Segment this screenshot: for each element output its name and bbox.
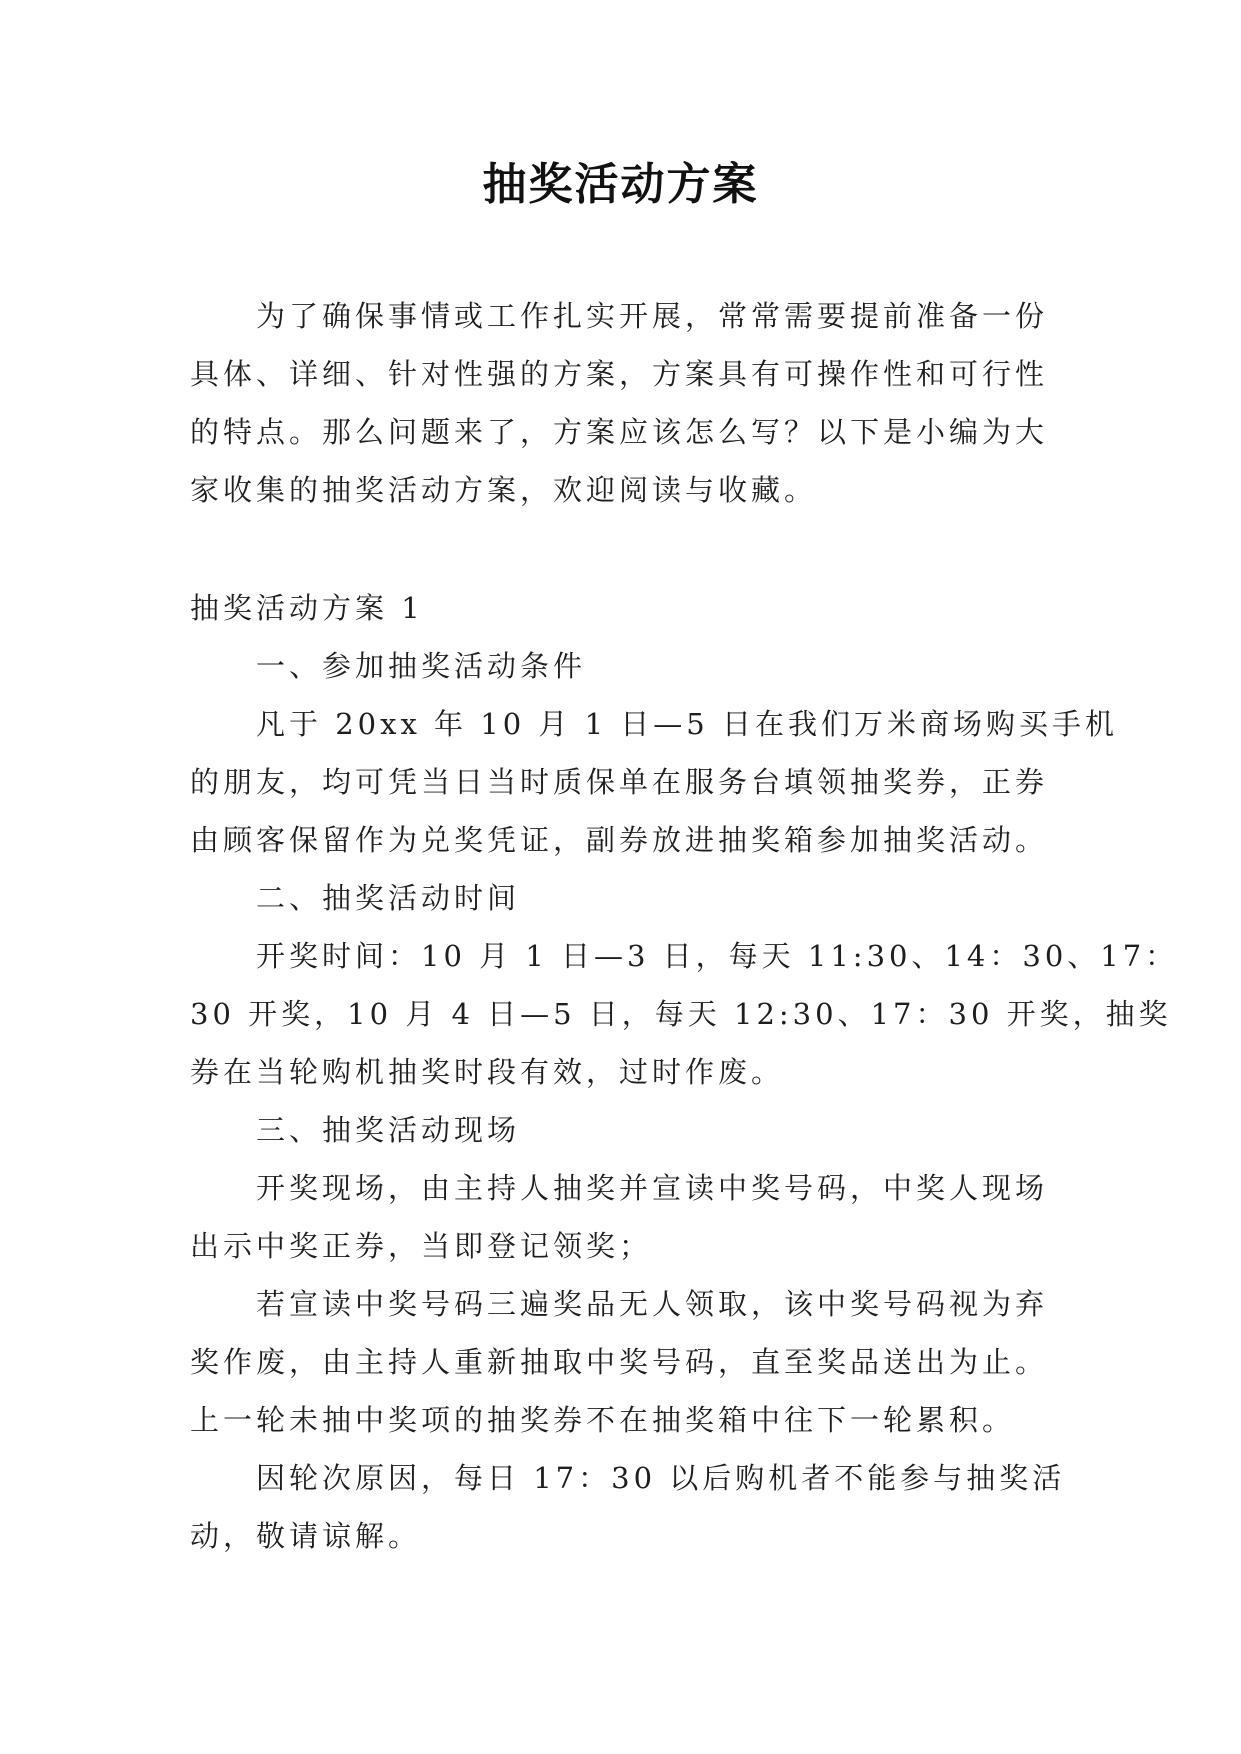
plan-section [190,579,1179,1565]
paragraph-venue [190,1159,1090,1275]
paragraph-cutoff [190,1449,1090,1565]
text-line: 为了确保事情或工作扎实开展，常常需要提前准备一份 [256,299,1049,333]
section-title: 抽奖活动方案 1 [190,591,424,625]
text-line: 开奖现场，由主持人抽奖并宣读中奖号码，中奖人现场 [256,1171,1049,1205]
paragraph-conditions [190,695,1118,869]
text-line: 因轮次原因，每日 17：30 以后购机者不能参与抽奖活 [256,1461,1066,1495]
section-heading: 二、抽奖活动时间 [256,881,521,915]
paragraph-time [190,927,1179,1101]
text-line: 上一轮未抽中奖项的抽奖券不在抽奖箱中往下一轮累积。 [190,1403,1016,1437]
text-line: 具体、详细、针对性强的方案，方案具有可操作性和可行性 [190,357,1049,391]
text-line: 凡于 20xx 年 10 月 1 日—5 日在我们万米商场购买手机 [256,707,1118,741]
document-title: 抽奖活动方案 [482,159,759,210]
section-heading: 三、抽奖活动现场 [256,1113,521,1147]
text-line: 的朋友，均可凭当日当时质保单在服务台填领抽奖券，正券 [190,765,1049,799]
text-line: 奖作废，由主持人重新抽取中奖号码，直至奖品送出为止。 [190,1345,1049,1379]
text-line: 券在当轮购机抽奖时段有效，过时作废。 [190,1055,785,1089]
text-line: 30 开奖，10 月 4 日—5 日，每天 12:30、17：30 开奖，抽奖 [190,997,1172,1031]
text-line: 的特点。那么问题来了，方案应该怎么写？以下是小编为大 [190,415,1049,449]
text-line: 由顾客保留作为兑奖凭证，副券放进抽奖箱参加抽奖活动。 [190,823,1049,857]
text-line: 开奖时间：10 月 1 日—3 日，每天 11:30、14：30、17： [256,939,1179,973]
heading-venue [190,1101,1090,1159]
paragraph-forfeit [190,1275,1090,1449]
intro-paragraph [190,287,1090,519]
text-line: 家收集的抽奖活动方案，欢迎阅读与收藏。 [190,473,818,507]
text-line: 若宣读中奖号码三遍奖品无人领取，该中奖号码视为弃 [256,1287,1049,1321]
heading-time [190,869,1090,927]
text-line: 出示中奖正券，当即登记领奖； [190,1229,653,1263]
section-heading: 一、参加抽奖活动条件 [256,649,587,683]
heading-conditions [190,637,1090,695]
text-line: 动，敬请谅解。 [190,1519,422,1553]
